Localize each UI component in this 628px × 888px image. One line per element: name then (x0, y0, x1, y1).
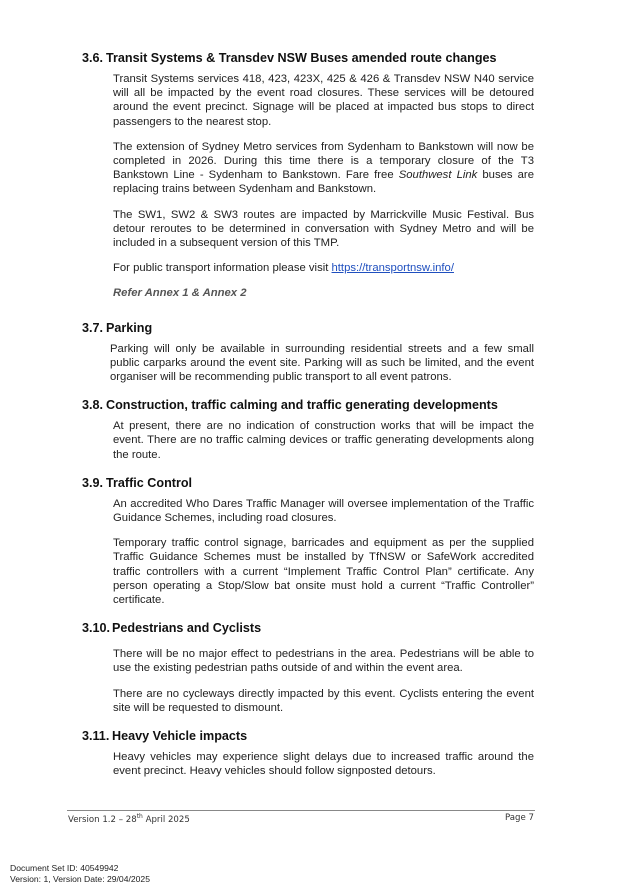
version-suffix: April 2025 (142, 814, 190, 825)
section-3-7 (82, 320, 534, 385)
footer-version (68, 813, 190, 825)
section-title: Parking (106, 320, 153, 335)
paragraph (113, 261, 534, 275)
section-3-11 (82, 728, 534, 778)
paragraph: The SW1, SW2 & SW3 routes are impacted by Marrickville Music Festival. Bus detour reroutes to be determined in conversation with Sydney Metro and will be included in a subsequent version of this TMP. (113, 208, 534, 250)
footer-divider (67, 810, 535, 811)
section-title: Heavy Vehicle impacts (112, 729, 248, 744)
section-3-10 (82, 620, 534, 715)
paragraph: Parking will only be available in surrounding residential streets and a few small public carparks around the event site. Parking will as such be limited, and the event organiser will be recommending public transport to all event patrons. (110, 342, 534, 384)
version-prefix: Version 1.2 – 28 (68, 814, 137, 825)
section-title: Transit Systems & Transdev NSW Buses amended route changes (106, 51, 497, 65)
section-heading (82, 320, 534, 336)
document-body (82, 50, 534, 779)
annex-reference: Refer Annex 1 & Annex 2 (113, 287, 247, 300)
paragraph: At present, there are no indication of construction works that will be impact the event. There are no traffic calming devices or traffic generating developments along the route. (113, 420, 534, 461)
section-3-8 (82, 397, 534, 462)
paragraph-text: For public transport information please visit (113, 262, 332, 275)
paragraph: There will be no major effect to pedestrians in the area. Pedestrians will be able to use the existing pedestrian paths outside of and within the event area. (113, 648, 534, 675)
paragraph: Heavy vehicles may experience slight delays due to increased traffic around the event precinct. Heavy vehicles should follow signposted detours. (113, 751, 534, 778)
section-number: 3.9. (82, 475, 104, 490)
footer-page-number: Page 7 (504, 813, 534, 823)
paragraph-text: buses are replacing trains between Sydenham and Bankstown. (113, 169, 534, 196)
section-number: 3.7. (82, 320, 104, 335)
paragraph: There are no cycleways directly impacted by this event. Cyclists entering the event site will be requested to dismount. (113, 687, 534, 714)
section-heading (82, 475, 534, 491)
section-3-6 (82, 50, 534, 301)
section-title: Pedestrians and Cyclists (112, 621, 262, 636)
document-set-id: Document Set ID: 40549942 (10, 863, 119, 873)
section-number: 3.11. (82, 729, 110, 744)
section-heading (82, 50, 534, 66)
section-3-9 (82, 475, 534, 607)
transport-info-link[interactable]: https://transportnsw.info/ (331, 262, 454, 275)
section-number: 3.6. (82, 51, 104, 65)
document-version-date: Version: 1, Version Date: 29/04/2025 (10, 874, 150, 884)
document-metadata (10, 863, 150, 885)
section-number: 3.10. (82, 621, 111, 636)
section-heading (82, 620, 534, 636)
paragraph-text: The extension of Sydney Metro services from Sydenham to Bankstown will now be completed in 2026. During this time there is a temporary closure of the T3 Bankstown Line - Sydenham to Bankstown. Fare free (113, 140, 534, 182)
section-number: 3.8. (82, 398, 104, 413)
section-heading (82, 397, 534, 413)
emphasis-text: Southwest Link (398, 169, 478, 182)
section-heading (82, 728, 534, 744)
paragraph: An accredited Who Dares Traffic Manager will oversee implementation of the Traffic Guidance Schemes, including road closures. (113, 497, 534, 525)
version-superscript: th (136, 813, 143, 820)
paragraph: Temporary traffic control signage, barricades and equipment as per the supplied Traffic Guidance Schemes must be installed by TfNSW or SafeWork accredited traffic controllers with a current “Implement Traffic Control Plan” certificate. Any person operating a Stop/Slow bat onsite must hold a current “Traffic Controller” certificate. (113, 537, 534, 607)
paragraph: Transit Systems services 418, 423, 423X, 425 & 426 & Transdev NSW N40 service will all be impacted by the event road closures. These services will be detoured around the event precinct. Signage will be placed at impacted bus stops to direct passengers to the nearest stop. (113, 73, 534, 128)
section-title: Construction, traffic calming and traffic generating developments (106, 398, 498, 413)
section-title: Traffic Control (106, 475, 193, 490)
paragraph (113, 140, 534, 197)
